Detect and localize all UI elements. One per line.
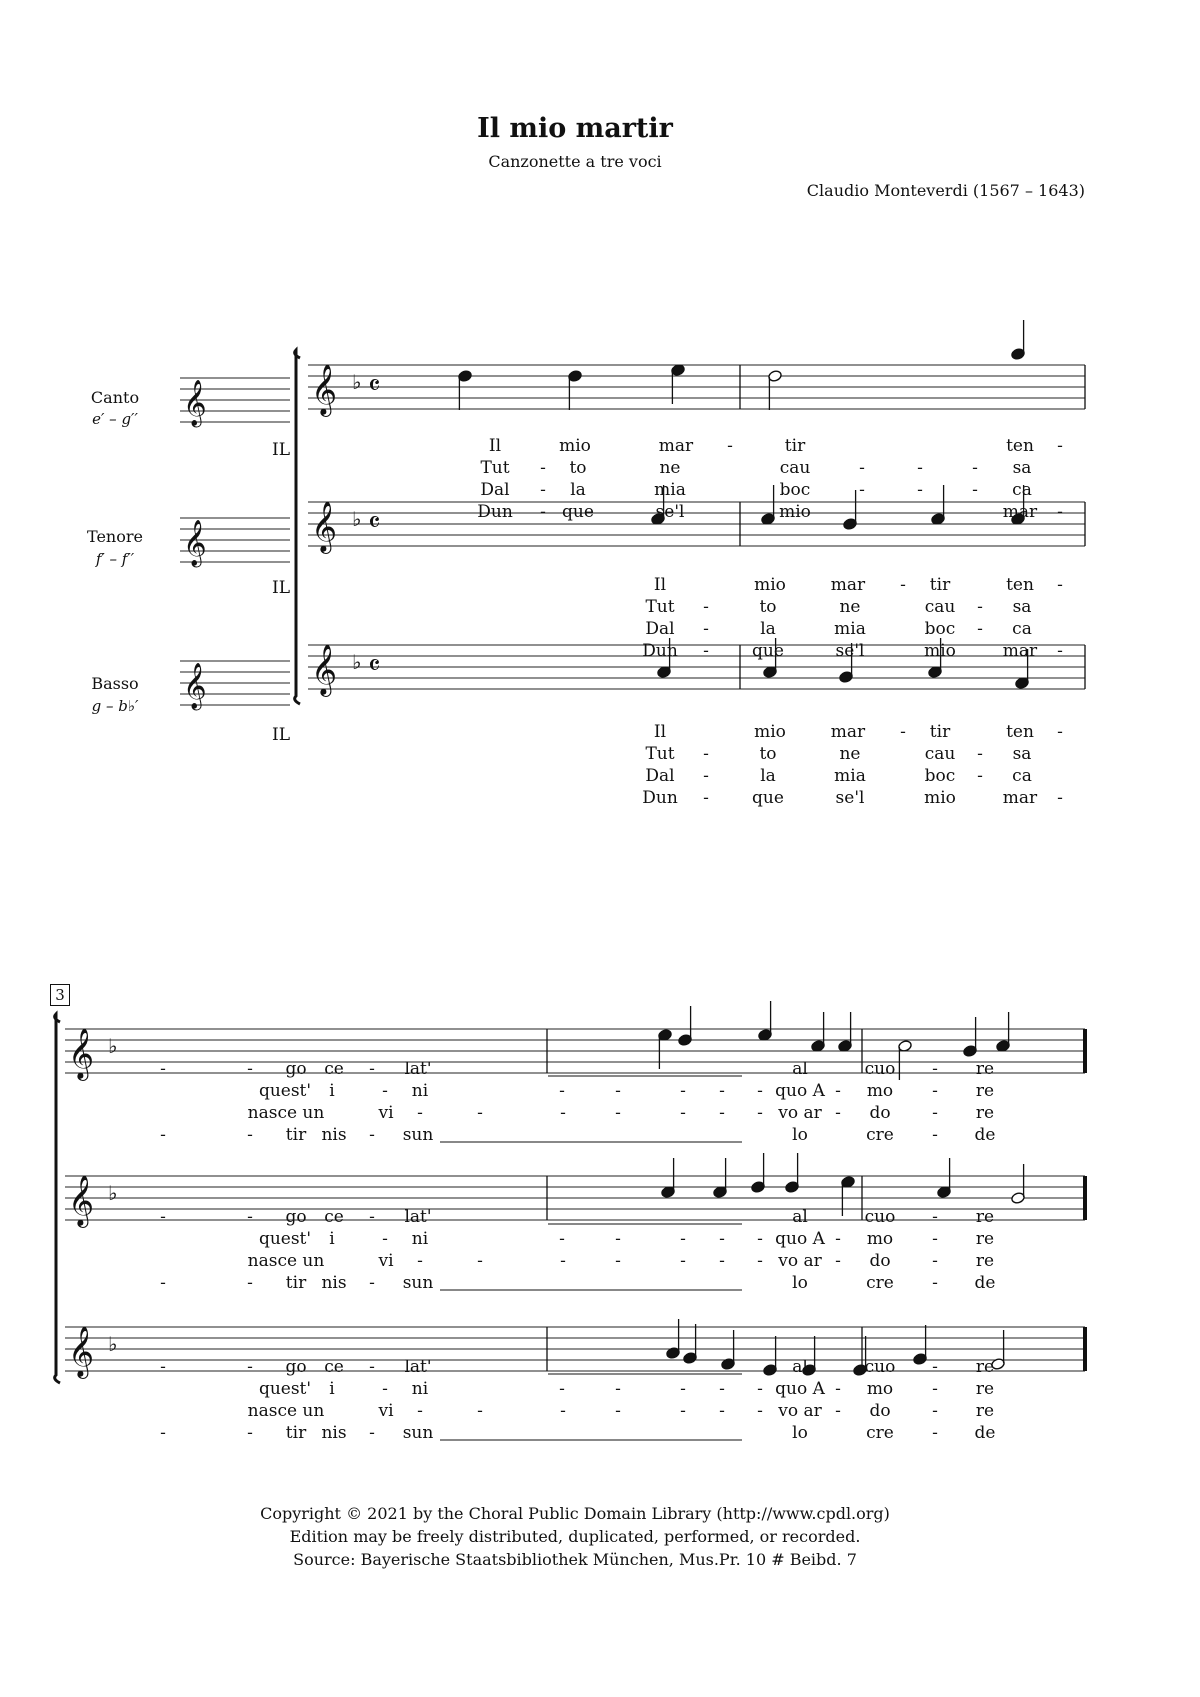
basso-lyric-s2: - (932, 1357, 938, 1377)
incipit-clef: 𝄞 (183, 663, 207, 709)
canto-lyric: mio (779, 502, 811, 522)
basso-lyric-s2: - (932, 1401, 938, 1421)
key-flat: ♭ (108, 1034, 118, 1058)
incipit-text-basso: IL (272, 725, 291, 745)
basso-lyric-s2: - (560, 1401, 566, 1421)
canto-lyric: - (917, 480, 923, 500)
canto-lyric: - (972, 480, 978, 500)
basso-lyric-s2: cre (866, 1423, 894, 1443)
basso-lyric-s2: - (477, 1401, 483, 1421)
canto-lyric: - (972, 458, 978, 478)
basso-lyric-s2: - (417, 1401, 423, 1421)
canto-lyric-s2: cre (866, 1125, 894, 1145)
tenore-lyric: Tut (645, 597, 675, 617)
basso-lyric-s2: ce (324, 1357, 344, 1377)
canto-lyric-s2: ni (411, 1081, 429, 1101)
tenore-lyric-s2: quo A (775, 1229, 825, 1249)
clef: 𝄞 (68, 1326, 95, 1377)
basso-lyric-s2: - (757, 1379, 763, 1399)
basso-lyric-s2: - (757, 1401, 763, 1421)
rehearsal-mark: 3 (50, 984, 70, 1006)
canto-lyric-s2: vi (378, 1103, 394, 1123)
tenore-lyric: cau (924, 597, 956, 617)
basso-lyric-s2: de (974, 1423, 996, 1443)
basso-lyric-s2: lo (792, 1423, 808, 1443)
tenore-lyric-s2: - (369, 1207, 375, 1227)
tenore-lyric-s2: - (680, 1251, 686, 1271)
tenore-lyric-s2: do (869, 1251, 891, 1271)
tenore-lyric-s2: re (975, 1207, 995, 1227)
canto-lyric-s2: tir (285, 1125, 307, 1145)
tenore-lyric-s2: vi (378, 1251, 394, 1271)
basso-lyric: mio (754, 722, 786, 742)
basso-lyric: - (1057, 722, 1063, 742)
tenore-lyric-s2: - (932, 1229, 938, 1249)
canto-lyric: mar (1002, 502, 1038, 522)
canto-lyric: Il (488, 436, 502, 456)
canto-lyric-s2: go (285, 1059, 307, 1079)
tenore-lyric-s2: re (975, 1251, 995, 1271)
canto-lyric-s2: - (719, 1103, 725, 1123)
basso-lyric: tir (929, 722, 951, 742)
canto-lyric-s2: - (615, 1103, 621, 1123)
canto-lyric: mia (654, 480, 686, 500)
canto-lyric-s2: - (247, 1059, 253, 1079)
canto-lyric-s2: - (417, 1103, 423, 1123)
basso-lyric-s2: - (932, 1423, 938, 1443)
tenore-lyric-s2: - (417, 1251, 423, 1271)
basso-lyric-s2: - (382, 1379, 388, 1399)
tenore-lyric: Dal (645, 619, 675, 639)
tenore-lyric-s2: - (932, 1273, 938, 1293)
key-flat: ♭ (108, 1332, 118, 1356)
basso-lyric-s2: - (719, 1401, 725, 1421)
canto-lyric-s2: - (680, 1103, 686, 1123)
canto-lyric-s2: - (932, 1103, 938, 1123)
tenore-lyric-s2: - (932, 1207, 938, 1227)
canto-lyric-s2: de (974, 1125, 996, 1145)
basso-lyric: - (900, 722, 906, 742)
incipit-text-tenore: IL (272, 578, 291, 598)
canto-lyric-s2: sun (402, 1125, 434, 1145)
basso-lyric: mar (1002, 788, 1038, 808)
tenore-lyric-s2: lo (792, 1273, 808, 1293)
key-flat: ♭ (352, 650, 362, 674)
canto-lyric: Dal (480, 480, 510, 500)
basso-lyric-s2: - (615, 1401, 621, 1421)
basso-lyric-s2: - (247, 1423, 253, 1443)
system2-brace (55, 1014, 60, 1383)
time-sig: 𝄴 (368, 369, 381, 402)
basso-lyric: - (1057, 788, 1063, 808)
tenore-lyric: se'l (835, 641, 865, 661)
footer-copyright: Copyright © 2021 by the Choral Public Domain Library (http://www.cpdl.org) (260, 1504, 890, 1523)
tenore-lyric-s2: al (792, 1207, 808, 1227)
tenore-lyric-s2: nasce un (247, 1251, 325, 1271)
tenore-lyric: - (703, 619, 709, 639)
basso-lyric: cau (924, 744, 956, 764)
canto-lyric: Tut (480, 458, 510, 478)
composer: Claudio Monteverdi (1567 – 1643) (806, 181, 1085, 200)
tenore-lyric-s2: - (369, 1273, 375, 1293)
voice-range-tenore: f′ – f′′ (95, 550, 135, 568)
system1-brace (295, 350, 300, 704)
canto-lyric-s2: mo (866, 1081, 894, 1101)
clef: 𝄞 (311, 501, 338, 552)
basso-lyric: - (703, 788, 709, 808)
canto-lyric-s2: nasce un (247, 1103, 325, 1123)
canto-lyric: mar (658, 436, 694, 456)
canto-lyric-s2: - (680, 1081, 686, 1101)
voice-name-canto: Canto (90, 388, 140, 407)
basso-lyric-s2: - (247, 1357, 253, 1377)
basso-lyric-s2: - (559, 1379, 565, 1399)
basso-lyric: ten (1006, 722, 1034, 742)
tenore-lyric-s2: mo (866, 1229, 894, 1249)
tenore-lyric-s2: lat' (404, 1207, 432, 1227)
canto-lyric: - (859, 458, 865, 478)
tenore-lyric-s2: cuo (864, 1207, 896, 1227)
basso-lyric-s2: - (680, 1401, 686, 1421)
time-sig: 𝄴 (368, 649, 381, 682)
basso-lyric-s2: vo ar (778, 1401, 822, 1421)
tenore-lyric: - (703, 597, 709, 617)
canto-lyric-s2: nis (321, 1125, 347, 1145)
canto-lyric-s2: - (932, 1059, 938, 1079)
key-flat: ♭ (352, 370, 362, 394)
canto-lyric-s2: quo A (775, 1081, 825, 1101)
canto-lyric: Dun (477, 502, 513, 522)
canto-lyric-s2: vo ar (778, 1103, 822, 1123)
tenore-lyric: ca (1012, 619, 1032, 639)
basso-lyric-s2: nasce un (247, 1401, 325, 1421)
basso-lyric-s2: - (835, 1401, 841, 1421)
basso-lyric: - (703, 744, 709, 764)
canto-lyric: la (570, 480, 586, 500)
basso-lyric-s2: go (285, 1357, 307, 1377)
canto-lyric-s2: - (835, 1103, 841, 1123)
canto-lyric-s2: - (369, 1125, 375, 1145)
basso-lyric-s2: - (615, 1379, 621, 1399)
tenore-lyric-s2: - (835, 1251, 841, 1271)
tenore-lyric: - (977, 597, 983, 617)
tenore-lyric-s2: ce (324, 1207, 344, 1227)
basso-lyric: - (977, 744, 983, 764)
basso-lyric: - (977, 766, 983, 786)
tenore-lyric-s2: - (757, 1229, 763, 1249)
basso-lyric-s2: ni (411, 1379, 429, 1399)
tenore-lyric: - (900, 575, 906, 595)
canto-lyric-s2: cuo (864, 1059, 896, 1079)
basso-lyric: ca (1012, 766, 1032, 786)
tenore-lyric-s2: i (329, 1229, 335, 1249)
tenore-lyric-s2: quest' (258, 1229, 312, 1249)
basso-lyric-s2: quo A (775, 1379, 825, 1399)
basso-lyric-s2: - (369, 1423, 375, 1443)
basso-lyric-s2: mo (866, 1379, 894, 1399)
tenore-lyric-s2: - (757, 1251, 763, 1271)
canto-lyric-s2: - (247, 1125, 253, 1145)
basso-lyric: Tut (645, 744, 675, 764)
canto-lyric-s2: - (932, 1125, 938, 1145)
canto-lyric-s2: - (382, 1081, 388, 1101)
canto-lyric-s2: quest' (258, 1081, 312, 1101)
tenore-lyric-s2: - (680, 1229, 686, 1249)
canto-lyric-s2: - (719, 1081, 725, 1101)
tenore-lyric-s2: - (160, 1273, 166, 1293)
basso-lyric: que (752, 788, 784, 808)
basso-lyric-s2: do (869, 1401, 891, 1421)
voice-range-canto: e′ – g′′ (92, 410, 138, 428)
canto-lyric: to (569, 458, 587, 478)
tenore-lyric-s2: - (615, 1229, 621, 1249)
canto-lyric: - (540, 502, 546, 522)
tenore-lyric: ten (1006, 575, 1034, 595)
basso-lyric-s2: al (792, 1357, 808, 1377)
canto-lyric-s2: al (792, 1059, 808, 1079)
canto-lyric-s2: - (932, 1081, 938, 1101)
tenore-lyric: mar (830, 575, 866, 595)
tenore-lyric: sa (1012, 597, 1032, 617)
tenore-lyric-s2: - (719, 1251, 725, 1271)
tenore-lyric: - (977, 619, 983, 639)
basso-lyric-s2: i (329, 1379, 335, 1399)
tenore-lyric-s2: de (974, 1273, 996, 1293)
canto-lyric-s2: - (369, 1059, 375, 1079)
canto-lyric-s2: - (757, 1103, 763, 1123)
tenore-lyric: la (760, 619, 776, 639)
piece-title: Il mio martir (477, 113, 673, 144)
canto-lyric-s2: re (975, 1059, 995, 1079)
basso-lyric: ne (839, 744, 861, 764)
canto-lyric: se'l (655, 502, 685, 522)
canto-lyric: - (859, 480, 865, 500)
voice-range-basso: g – b♭′ (91, 697, 139, 715)
canto-lyric: boc (779, 480, 811, 500)
tenore-lyric: Dun (642, 641, 678, 661)
voice-name-tenore: Tenore (87, 527, 143, 546)
canto-lyric: - (540, 458, 546, 478)
basso-lyric-s2: nis (321, 1423, 347, 1443)
basso-lyric-s2: - (835, 1379, 841, 1399)
footer-license: Edition may be freely distributed, duplicated, performed, or recorded. (289, 1527, 861, 1546)
canto-lyric: ne (659, 458, 681, 478)
canto-lyric-s2: lo (792, 1125, 808, 1145)
tenore-lyric-s2: - (719, 1229, 725, 1249)
tenore-lyric: to (759, 597, 777, 617)
basso-lyric-s2: - (719, 1379, 725, 1399)
canto-lyric: - (917, 458, 923, 478)
incipit-text-canto: IL (272, 440, 291, 460)
basso-lyric: - (703, 766, 709, 786)
canto-lyric-s2: - (615, 1081, 621, 1101)
time-sig: 𝄴 (368, 506, 381, 539)
basso-lyric: mar (830, 722, 866, 742)
basso-lyric: mia (834, 766, 866, 786)
basso-lyric: mio (924, 788, 956, 808)
tenore-lyric: boc (924, 619, 956, 639)
incipit-clef: 𝄞 (183, 520, 207, 566)
clef: 𝄞 (311, 364, 338, 415)
basso-lyric-s2: re (975, 1357, 995, 1377)
canto-lyric-s2: lat' (404, 1059, 432, 1079)
canto-lyric-s2: - (757, 1081, 763, 1101)
canto-lyric-s2: - (560, 1103, 566, 1123)
canto-lyric: ca (1012, 480, 1032, 500)
basso-lyric: Dun (642, 788, 678, 808)
tenore-lyric: tir (929, 575, 951, 595)
basso-lyric-s2: lat' (404, 1357, 432, 1377)
basso-lyric: sa (1012, 744, 1032, 764)
canto-lyric: tir (784, 436, 806, 456)
canto-lyric-s2: - (477, 1103, 483, 1123)
tenore-lyric-s2: - (835, 1229, 841, 1249)
voice-name-basso: Basso (91, 674, 139, 693)
basso-lyric: to (759, 744, 777, 764)
tenore-lyric: - (1057, 641, 1063, 661)
basso-lyric-s2: vi (378, 1401, 394, 1421)
canto-lyric: - (540, 480, 546, 500)
clef: 𝄞 (311, 644, 338, 695)
tenore-lyric: mia (834, 619, 866, 639)
canto-lyric: - (1057, 502, 1063, 522)
basso-lyric-s2: cuo (864, 1357, 896, 1377)
canto-lyric-s2: do (869, 1103, 891, 1123)
canto-lyric: que (562, 502, 594, 522)
tenore-lyric-s2: sun (402, 1273, 434, 1293)
basso-lyric-s2: - (369, 1357, 375, 1377)
tenore-lyric-s2: - (615, 1251, 621, 1271)
key-flat: ♭ (108, 1181, 118, 1205)
tenore-lyric-s2: - (382, 1229, 388, 1249)
basso-lyric-s2: - (160, 1357, 166, 1377)
tenore-lyric: mio (754, 575, 786, 595)
basso-lyric-s2: - (932, 1379, 938, 1399)
basso-lyric-s2: quest' (258, 1379, 312, 1399)
tenore-lyric-s2: vo ar (778, 1251, 822, 1271)
canto-lyric-s2: - (559, 1081, 565, 1101)
tenore-lyric-s2: - (560, 1251, 566, 1271)
canto-lyric-s2: ce (324, 1059, 344, 1079)
basso-lyric: Il (653, 722, 667, 742)
canto-lyric: cau (779, 458, 811, 478)
incipit-clef: 𝄞 (183, 380, 207, 426)
basso-lyric-s2: re (975, 1401, 995, 1421)
footer-source: Source: Bayerische Staatsbibliothek München, Mus.Pr. 10 # Beibd. 7 (293, 1550, 857, 1569)
basso-lyric: boc (924, 766, 956, 786)
clef: 𝄞 (68, 1028, 95, 1079)
basso-lyric-s2: tir (285, 1423, 307, 1443)
basso-lyric: se'l (835, 788, 865, 808)
canto-lyric-s2: - (835, 1081, 841, 1101)
basso-lyric: la (760, 766, 776, 786)
tenore-lyric-s2: ni (411, 1229, 429, 1249)
tenore-lyric-s2: - (477, 1251, 483, 1271)
tenore-lyric: ne (839, 597, 861, 617)
tenore-lyric-s2: - (559, 1229, 565, 1249)
tenore-lyric-s2: - (247, 1273, 253, 1293)
canto-lyric-s2: - (160, 1059, 166, 1079)
piece-subtitle: Canzonette a tre voci (488, 152, 662, 171)
tenore-lyric: mio (924, 641, 956, 661)
tenore-lyric: mar (1002, 641, 1038, 661)
canto-lyric-s2: re (975, 1103, 995, 1123)
canto-lyric-s2: re (975, 1081, 995, 1101)
basso-lyric-s2: sun (402, 1423, 434, 1443)
canto-lyric-s2: i (329, 1081, 335, 1101)
canto-lyric-s2: - (160, 1125, 166, 1145)
tenore-lyric: - (1057, 575, 1063, 595)
tenore-lyric-s2: - (160, 1207, 166, 1227)
canto-lyric: - (1057, 436, 1063, 456)
basso-lyric-s2: re (975, 1379, 995, 1399)
tenore-lyric: - (703, 641, 709, 661)
tenore-lyric-s2: tir (285, 1273, 307, 1293)
basso-lyric-s2: - (160, 1423, 166, 1443)
canto-lyric: - (727, 436, 733, 456)
tenore-lyric: Il (653, 575, 667, 595)
basso-lyric: Dal (645, 766, 675, 786)
tenore-lyric: que (752, 641, 784, 661)
tenore-lyric-s2: nis (321, 1273, 347, 1293)
canto-lyric: ten (1006, 436, 1034, 456)
canto-lyric: sa (1012, 458, 1032, 478)
tenore-lyric-s2: cre (866, 1273, 894, 1293)
clef: 𝄞 (68, 1175, 95, 1226)
tenore-lyric-s2: go (285, 1207, 307, 1227)
tenore-lyric-s2: re (975, 1229, 995, 1249)
key-flat: ♭ (352, 507, 362, 531)
canto-lyric: mio (559, 436, 591, 456)
tenore-lyric-s2: - (932, 1251, 938, 1271)
basso-lyric-s2: - (680, 1379, 686, 1399)
tenore-lyric-s2: - (247, 1207, 253, 1227)
